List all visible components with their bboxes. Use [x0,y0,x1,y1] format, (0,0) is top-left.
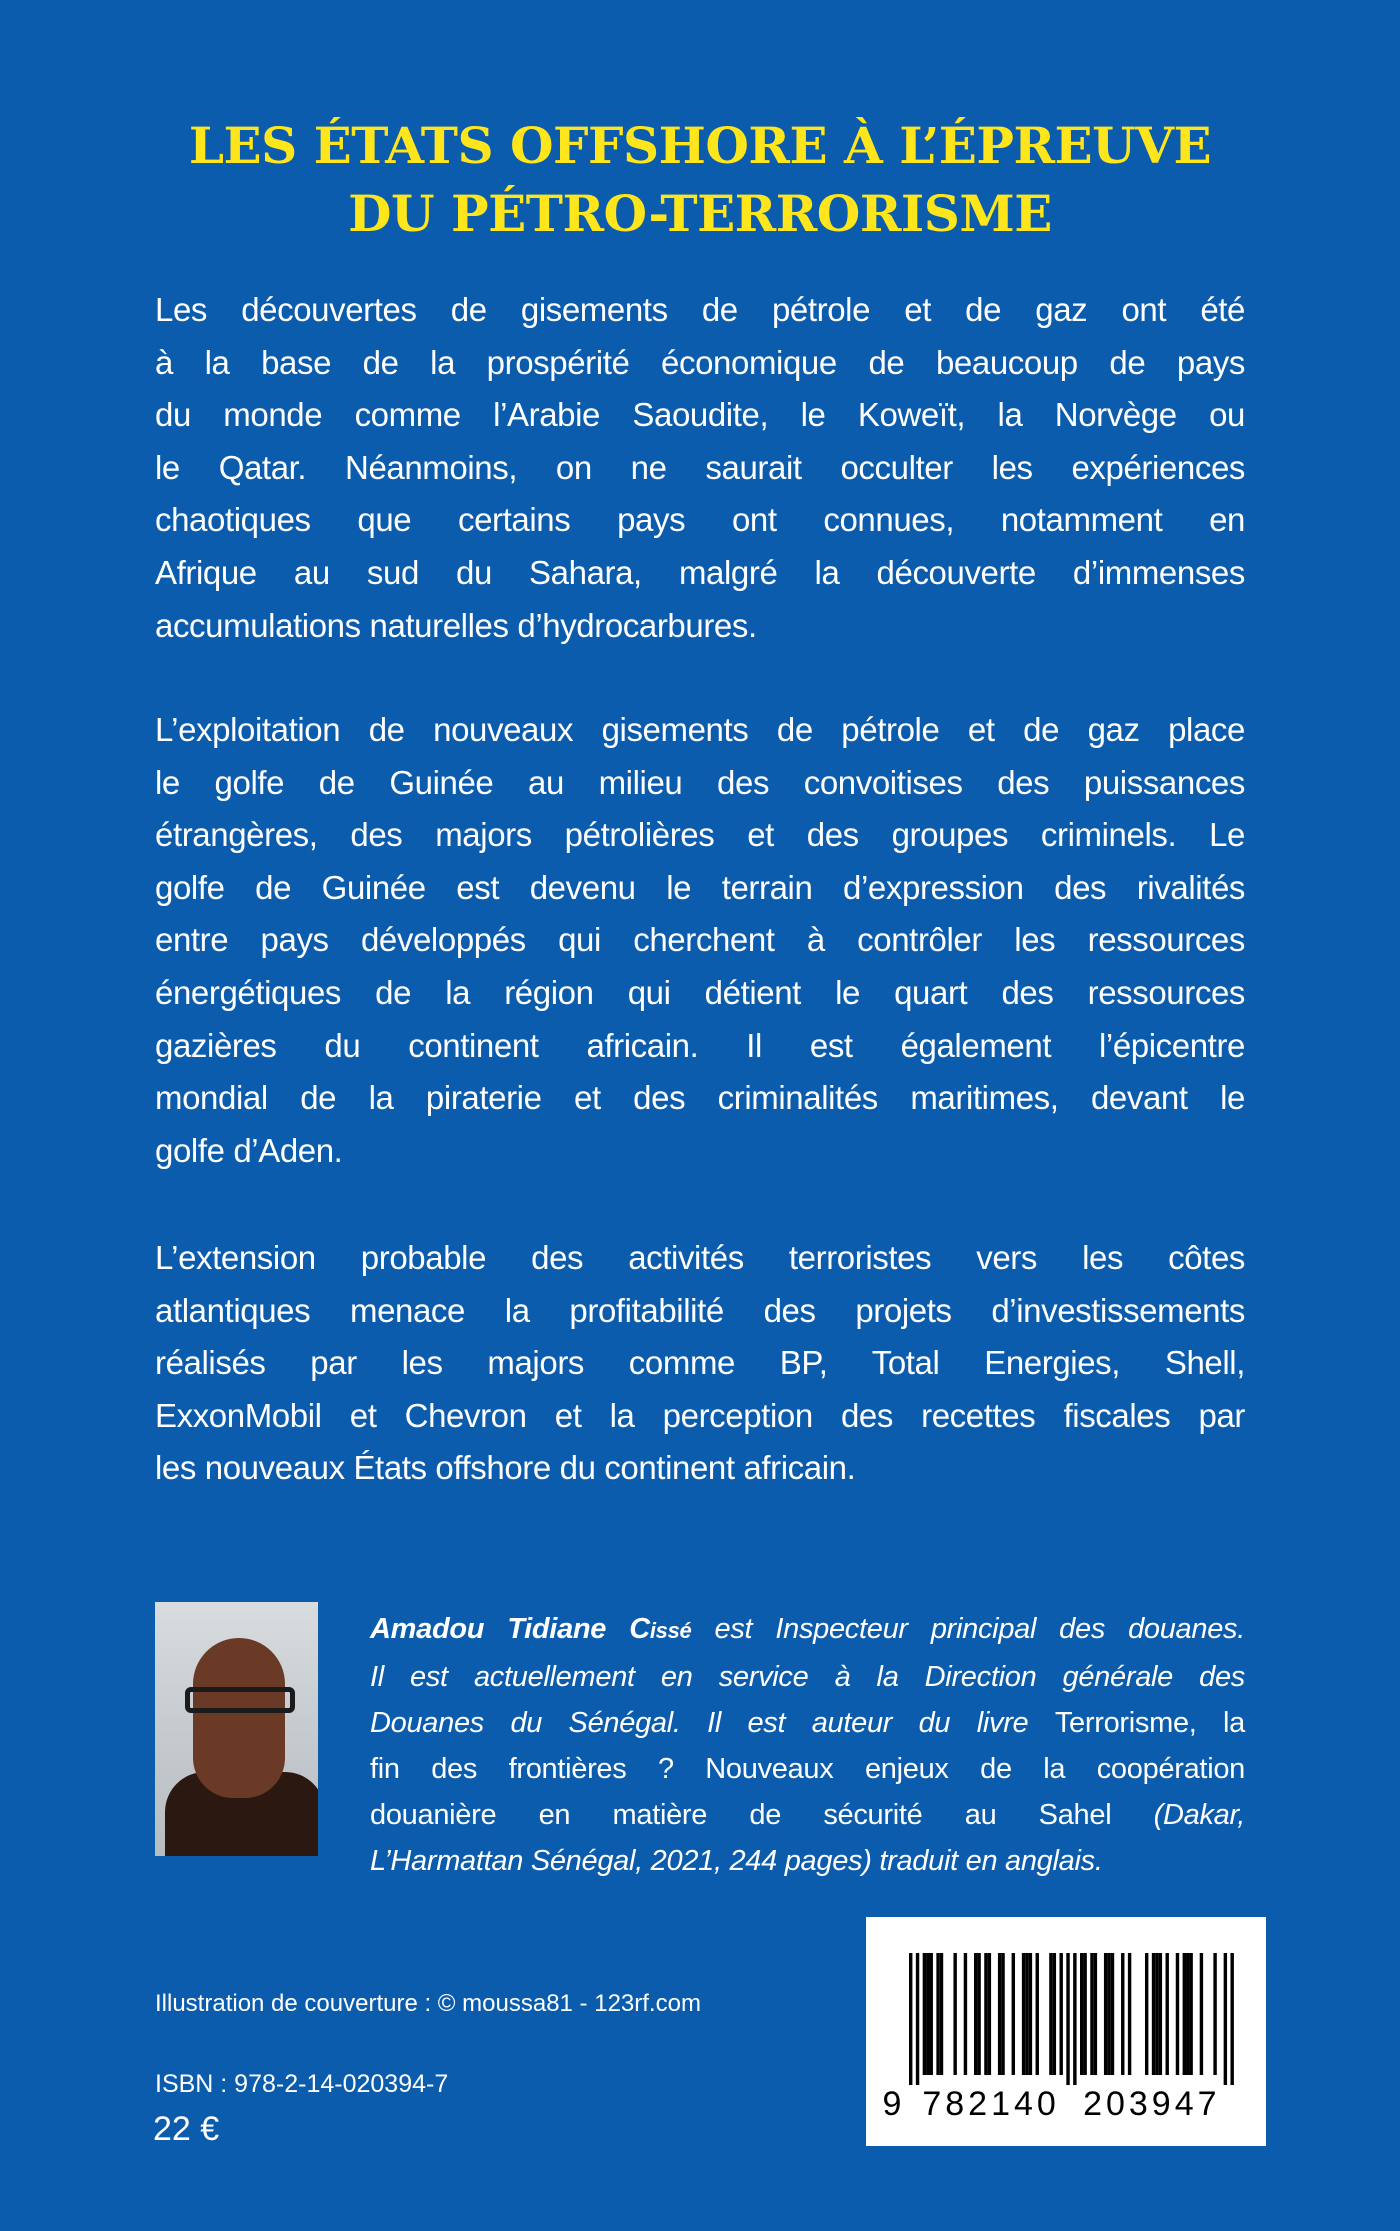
barcode-bar [1111,1953,1114,2075]
barcode-bar [1200,1953,1203,2075]
barcode-bar [1189,1953,1192,2075]
barcode-bar [1094,1953,1097,2075]
barcode-bar [1230,1953,1233,2085]
paragraph-line: énergétiques de la région qui détient le quart des ressources [155,973,1245,1011]
paragraph-line: Afrique au sud du Sahara, malgré la découverte d’immenses [155,553,1245,591]
barcode-bar [1186,1953,1189,2075]
paragraph-line: atlantiques menace la profitabilité des projets d’investissements [155,1291,1245,1329]
barcode-bar [984,1953,987,2075]
paragraph-line: Les découvertes de gisements de pétrole et de gaz ont été [155,291,1245,328]
paragraph-line: le Qatar. Néanmoins, on ne saurait occulter les expériences [155,448,1245,486]
barcode-bar [964,1953,967,2075]
book-title [0,112,1400,248]
author-bio: Amadou Tidiane Cissé est Inspecteur principal des douanes. Il est actuellement en service à la Direction générale des Douanes du Sénégal. Il est auteur du livre Terrorisme, la fin des frontières ? Nouveaux enjeux de la coopération douanière en matière de sécurité au Sahel (Dakar, L’Harmattan Sénégal, 2021, 244 pages) traduit en anglais. [370,1613,1245,1877]
barcode-bar [1121,1953,1124,2075]
barcode-bar [953,1953,956,2075]
barcode-bar [1053,1953,1056,2075]
barcode-bar [930,1953,933,2075]
barcode-bar [1012,1953,1015,2075]
barcode-digits: 203947 [1083,2085,1221,2123]
paragraph-3 [155,1232,1245,1495]
barcode-bar [1090,1953,1093,2075]
barcode-bar [1152,1953,1155,2075]
barcode-digits: 9 [882,2085,902,2123]
barcode-digits: 782140 [922,2085,1060,2123]
paragraph-line: étrangères, des majors pétrolières et des groupes criminels. Le [155,816,1245,854]
cover-credit: Illustration de couverture : © moussa81 - 123rf.com [155,1990,701,2017]
paragraph-line: mondial de la piraterie et des criminalités maritimes, devant le [155,1079,1245,1117]
barcode [866,1917,1266,2146]
barcode-bar [974,1953,977,2075]
paragraph-2 [155,704,1245,1177]
paragraph-line: gazières du continent africain. Il est également l’épicentre [155,1026,1245,1064]
barcode-bar [909,1953,912,2085]
barcode-bar [1059,1953,1062,2075]
barcode-bar [1128,1953,1131,2075]
barcode-bar [998,1953,1001,2075]
paragraph-line: chaotiques que certains pays ont connues, notamment en [155,501,1245,539]
paragraph-line: golfe de Guinée est devenu le terrain d’expression des rivalités [155,868,1245,906]
barcode-bar [1176,1953,1179,2075]
barcode-bar [1104,1953,1107,2075]
barcode-bar [1145,1953,1148,2075]
barcode-bar [1083,1953,1086,2075]
paragraph-1 [155,284,1245,652]
price: 22 € [153,2110,220,2148]
paragraph-line: accumulations naturelles d’hydrocarbures. [155,606,757,644]
barcode-bar [1029,1953,1032,2075]
title-line-2: DU PÉTRO-TERRORISME [348,184,1052,243]
barcode-bar [1107,1953,1110,2075]
paragraph-line: golfe d’Aden. [155,1131,343,1169]
barcode-bar [1066,1953,1069,2085]
barcode-bar [936,1953,939,2075]
paragraph-line: les nouveaux États offshore du continent africain. [155,1449,856,1487]
barcode-bar [1159,1953,1162,2075]
barcode-bar [1166,1953,1169,2075]
barcode-bar [923,1953,926,2075]
barcode-bar [916,1953,919,2085]
barcode-bar [926,1953,929,2075]
isbn: ISBN : 978-2-14-020394-7 [155,2070,449,2098]
paragraph-line: L’extension probable des activités terroristes vers les côtes [155,1239,1245,1276]
barcode-bar [977,1953,980,2075]
paragraph-line: le golfe de Guinée au milieu des convoitises des puissances [155,763,1245,801]
barcode-bar [1036,1953,1039,2075]
paragraph-line: entre pays développés qui cherchent à contrôler les ressources [155,921,1245,959]
title-line-1: LES ÉTATS OFFSHORE À L’ÉPREUVE [188,116,1212,175]
paragraph-line: L’exploitation de nouveaux gisements de pétrole et de gaz place [155,711,1245,748]
barcode-bar [1183,1953,1186,2075]
barcode-bar [1001,1953,1004,2075]
barcode-bar [1155,1953,1158,2075]
paragraph-line: réalisés par les majors comme BP, Total Energies, Shell, [155,1344,1245,1382]
barcode-graphic [866,1917,1266,2146]
paragraph-line: ExxonMobil et Chevron et la perception des recettes fiscales par [155,1396,1245,1434]
barcode-bar [1022,1953,1025,2075]
author-photo [155,1602,318,1856]
barcode-bar [1080,1953,1083,2075]
barcode-bar [940,1953,943,2075]
barcode-bar [1224,1953,1227,2085]
paragraph-line: du monde comme l’Arabie Saoudite, le Koweït, la Norvège ou [155,396,1245,434]
barcode-bar [1049,1953,1052,2075]
paragraph-line: à la base de la prospérité économique de beaucoup de pays [155,343,1245,381]
author-name: Amadou Tidiane Cissé [370,1613,692,1645]
barcode-bar [1073,1953,1076,2085]
barcode-bar [1213,1953,1216,2075]
barcode-bar [1025,1953,1028,2075]
barcode-bar [988,1953,991,2075]
